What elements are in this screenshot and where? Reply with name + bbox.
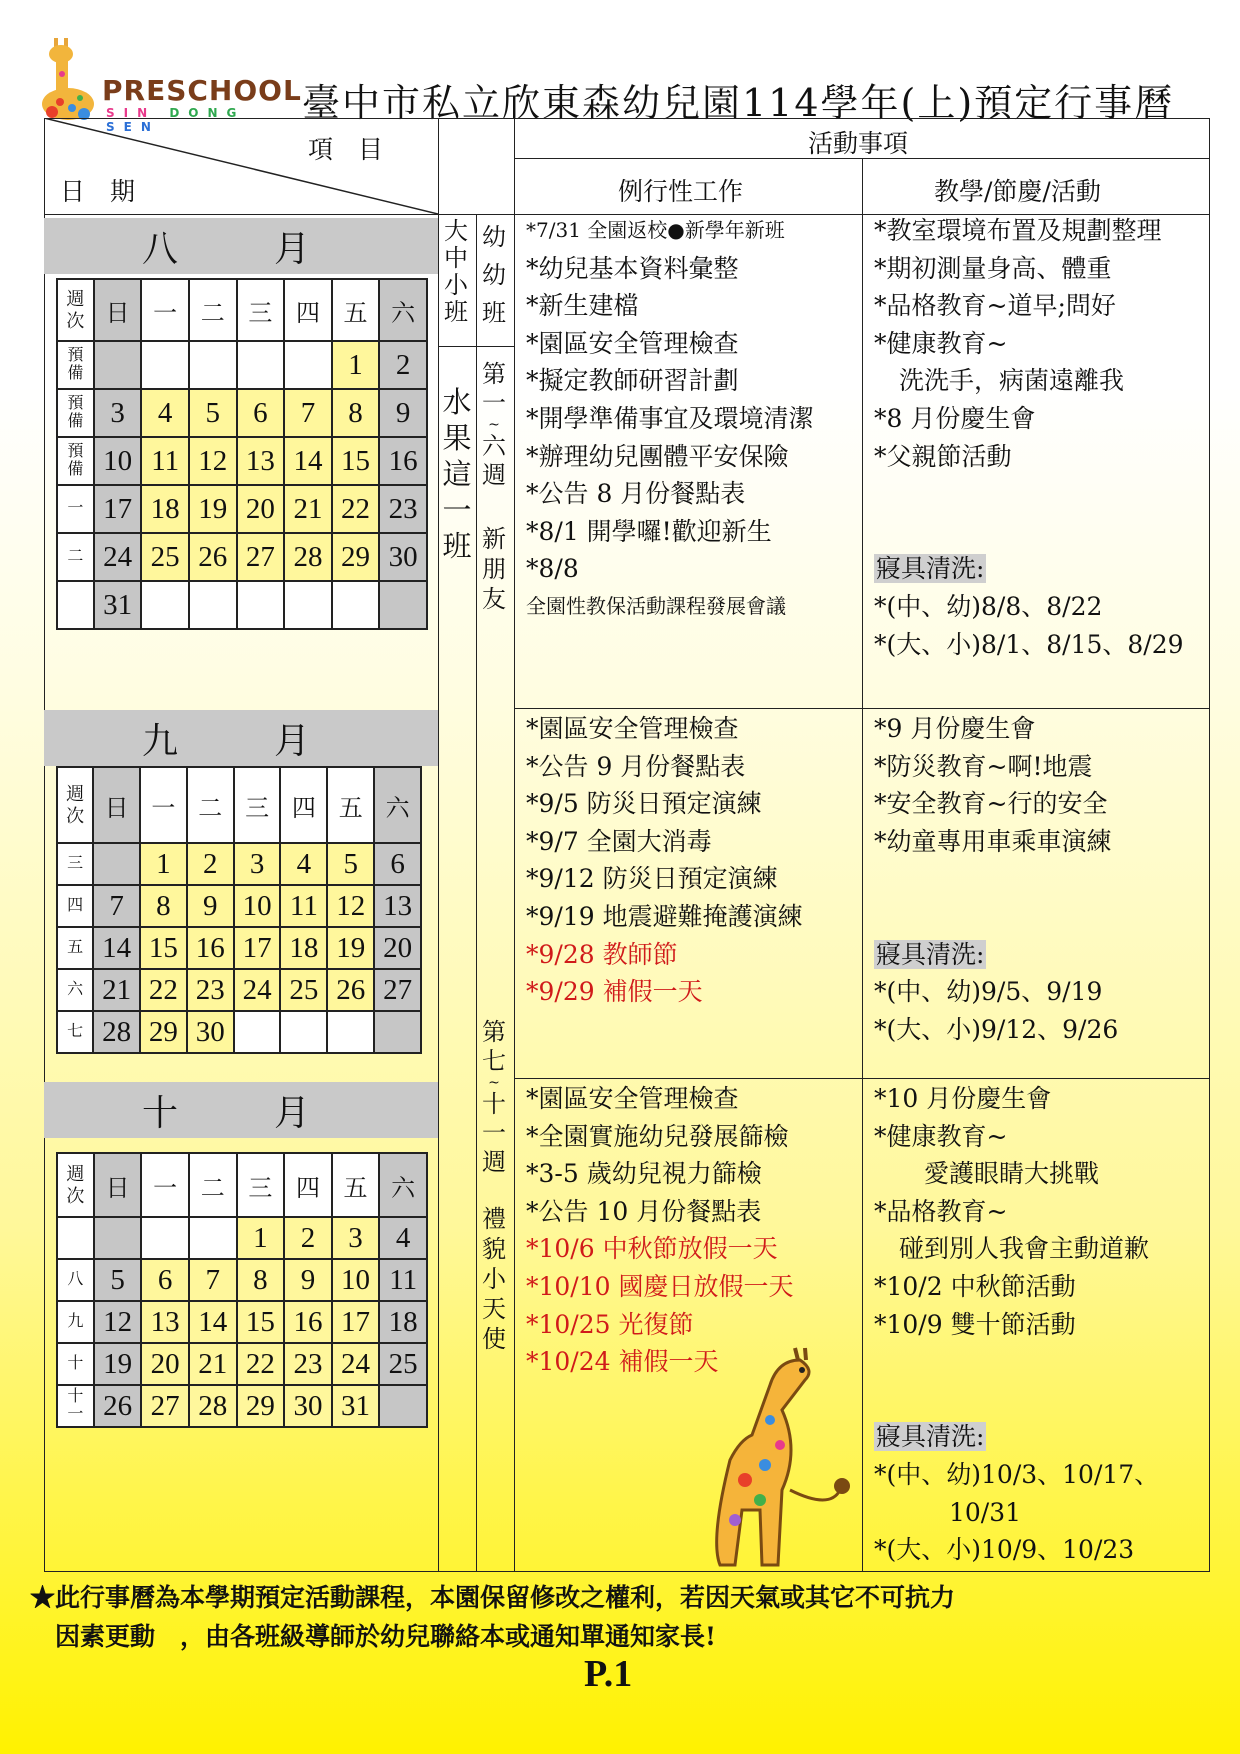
calendar-row <box>57 437 427 485</box>
calendar-day: 27 <box>374 969 421 1011</box>
calendar-august <box>56 278 428 630</box>
activity-item: *9/19 地震避難掩護演練 <box>526 901 803 931</box>
activity-item <box>874 475 1184 513</box>
activity-item: *健康教育~ <box>874 328 1008 358</box>
sep-teaching-list <box>874 710 1118 1048</box>
activity-item: *(中、幼)10/3、10/17、 <box>874 1459 1160 1489</box>
activity-item <box>874 898 1118 936</box>
header-routine: 例行性工作 <box>618 177 744 206</box>
calendar-day: 28 <box>284 533 332 581</box>
giraffe-logo-icon <box>40 34 100 124</box>
month-title-oct: 十 月 <box>44 1082 438 1138</box>
calendar-day: 15 <box>237 1301 285 1343</box>
activity-item: 寢具清洗: <box>876 1422 985 1452</box>
calendar-day: 10 <box>234 885 281 927</box>
calendar-day <box>141 1217 189 1259</box>
activity-item: *全園實施幼兒發展篩檢 <box>526 1121 789 1151</box>
calendar-day: 28 <box>93 1011 140 1053</box>
activity-item: *9/7 全園大消毒 <box>526 826 712 856</box>
calendar-day: 3 <box>94 389 142 437</box>
activity-item: *公告 10 月份餐點表 <box>526 1196 762 1226</box>
calendar-day: 18 <box>280 927 327 969</box>
weekday-header: 三 <box>234 767 281 843</box>
calendar-day: 21 <box>284 485 332 533</box>
activity-item: *(大、小)9/12、9/26 <box>874 1014 1119 1044</box>
calendar-row <box>57 1301 427 1343</box>
calendar-day: 12 <box>327 885 374 927</box>
weekday-header: 一 <box>141 1153 189 1217</box>
oct-routine-list <box>526 1080 794 1381</box>
calendar-day: 21 <box>93 969 140 1011</box>
class-young-label: 幼幼班 <box>482 223 506 327</box>
calendar-day: 25 <box>379 1343 427 1385</box>
calendar-day: 8 <box>140 885 187 927</box>
topic-2: 禮貌小天使 <box>482 1205 506 1353</box>
calendar-day: 14 <box>284 437 332 485</box>
calendar-day: 22 <box>140 969 187 1011</box>
calendar-day: 5 <box>327 843 374 885</box>
giraffe-illustration <box>690 1340 860 1570</box>
activity-item: 寢具清洗: <box>876 554 985 584</box>
weekday-header: 四 <box>284 279 332 341</box>
page-title: 臺中市私立欣東森幼兒園114學年(上)預定行事曆 <box>302 81 1175 125</box>
calendar-day: 16 <box>284 1301 332 1343</box>
calendar-day <box>237 341 285 389</box>
week-number <box>57 1217 94 1259</box>
calendar-day: 6 <box>237 389 285 437</box>
weekday-header: 五 <box>327 767 374 843</box>
activity-item: *新生建檔 <box>526 291 639 321</box>
activity-item: *幼童專用車乘車演練 <box>874 826 1112 856</box>
activity-item: *辦理幼兒團體平安保險 <box>526 441 789 471</box>
calendar-day: 21 <box>189 1343 237 1385</box>
calendar-day: 12 <box>94 1301 142 1343</box>
calendar-day: 28 <box>189 1385 237 1427</box>
footer-note: ★此行事曆為本學期預定活動課程，本園保留修改之權利，若因天氣或其它不可抗力 因素更動 ，由各班級導師於幼兒聯絡本或通知單通知家長! <box>30 1583 956 1651</box>
calendar-day: 23 <box>379 485 427 533</box>
calendar-october <box>56 1152 428 1428</box>
calendar-day: 1 <box>140 843 187 885</box>
activity-item: 寢具清洗: <box>876 939 985 969</box>
aug-teaching-list <box>874 212 1184 663</box>
activity-item: *園區安全管理檢查 <box>526 714 739 743</box>
activity-item: *擬定教師研習計劃 <box>526 366 739 396</box>
calendar-day <box>327 1011 374 1053</box>
activity-item: *安全教育~行的安全 <box>874 789 1108 819</box>
calendar-day: 20 <box>374 927 421 969</box>
aug-routine-list <box>526 212 814 626</box>
header-date: 日 期 <box>60 177 136 206</box>
calendar-day: 26 <box>94 1385 142 1427</box>
week-number: 四 <box>57 885 93 927</box>
calendar-day <box>332 581 380 629</box>
calendar-day <box>189 581 237 629</box>
week-number: 一 <box>57 485 94 533</box>
weekday-header: 二 <box>187 767 234 843</box>
activity-item: *9/5 防災日預定演練 <box>526 789 762 819</box>
weekday-header: 二 <box>189 279 237 341</box>
calendar-day <box>379 581 427 629</box>
activity-item: *期初測量身高、體重 <box>874 253 1112 283</box>
weekday-header: 二 <box>189 1153 237 1217</box>
calendar-day: 5 <box>189 389 237 437</box>
calendar-day: 10 <box>332 1259 380 1301</box>
activity-item: *9/28 教師節 <box>526 939 678 969</box>
weekday-header: 六 <box>379 279 427 341</box>
calendar-day: 15 <box>332 437 380 485</box>
calendar-day: 19 <box>327 927 374 969</box>
calendar-day: 10 <box>94 437 142 485</box>
activity-item: *園區安全管理檢查 <box>526 1084 739 1113</box>
week-number: 八 <box>57 1259 94 1301</box>
week-number: 九 <box>57 1301 94 1343</box>
activity-item: *(大、小)10/9、10/23 <box>874 1535 1135 1565</box>
activity-item: 10/31 <box>874 1497 1022 1527</box>
weekday-header: 五 <box>332 1153 380 1217</box>
activity-item: 洗洗手，病菌遠離我 <box>874 366 1125 396</box>
activity-item: *園區安全管理檢查 <box>526 328 739 358</box>
calendar-day <box>141 341 189 389</box>
calendar-day: 9 <box>187 885 234 927</box>
calendar-day: 18 <box>379 1301 427 1343</box>
calendar-day: 13 <box>141 1301 189 1343</box>
activity-item: *教室環境布置及規劃整理 <box>874 216 1162 245</box>
activity-item: *10 月份慶生會 <box>874 1084 1052 1113</box>
calendar-day <box>379 1385 427 1427</box>
weekday-header: 六 <box>374 767 421 843</box>
activity-item <box>874 1381 1159 1419</box>
activity-item: *(大、小)8/1、8/15、8/29 <box>874 629 1184 659</box>
activity-item: 愛護眼睛大挑戰 <box>874 1159 1100 1189</box>
activity-item: *(中、幼)9/5、9/19 <box>874 977 1103 1007</box>
weekday-header: 六 <box>379 1153 427 1217</box>
logo-subtitle: SIN DONG SEN <box>106 106 246 134</box>
month-title-sep: 九 月 <box>44 710 438 766</box>
calendar-day: 29 <box>140 1011 187 1053</box>
activity-item: *3-5 歲幼兒視力篩檢 <box>526 1159 762 1189</box>
activity-item: *10/25 光復節 <box>526 1309 694 1339</box>
calendar-day: 6 <box>374 843 421 885</box>
calendar-day: 26 <box>327 969 374 1011</box>
calendar-day: 25 <box>141 533 189 581</box>
weekday-header: 三 <box>237 279 285 341</box>
calendar-day: 15 <box>140 927 187 969</box>
activity-item: 碰到別人我會主動道歉 <box>874 1234 1150 1264</box>
weekday-header: 四 <box>280 767 327 843</box>
calendar-day <box>284 341 332 389</box>
activity-item: *幼兒基本資料彙整 <box>526 253 739 283</box>
activity-item: *10/10 國慶日放假一天 <box>526 1271 794 1301</box>
calendar-day: 20 <box>141 1343 189 1385</box>
calendar-day: 4 <box>280 843 327 885</box>
calendar-day: 30 <box>284 1385 332 1427</box>
calendar-day: 9 <box>284 1259 332 1301</box>
calendar-day: 3 <box>332 1217 380 1259</box>
calendar-day: 2 <box>379 341 427 389</box>
logo-wordmark: PRESCHOOL <box>102 74 302 107</box>
calendar-day: 17 <box>332 1301 380 1343</box>
calendar-day: 24 <box>332 1343 380 1385</box>
calendar-day: 29 <box>332 533 380 581</box>
activity-item: *10/9 雙十節活動 <box>874 1309 1076 1339</box>
topic-1: 新朋友 <box>482 525 506 613</box>
activity-item: *8/8 <box>526 554 579 584</box>
calendar-day: 30 <box>187 1011 234 1053</box>
weekday-header: 日 <box>94 1153 142 1217</box>
activity-item: 全園性教保活動課程發展會議 <box>526 593 786 618</box>
calendar-day: 23 <box>284 1343 332 1385</box>
calendar-day: 4 <box>141 389 189 437</box>
calendar-day: 1 <box>332 341 380 389</box>
school-logo <box>40 34 302 134</box>
calendar-row <box>57 843 421 885</box>
week-range-1: 第 一 ~ 六 週 <box>482 360 506 489</box>
calendar-day <box>237 581 285 629</box>
calendar-day: 24 <box>234 969 281 1011</box>
calendar-day <box>189 341 237 389</box>
calendar-day <box>374 1011 421 1053</box>
week-number: 十 <box>57 1343 94 1385</box>
activity-item: *10/2 中秋節活動 <box>874 1271 1076 1301</box>
calendar-day: 5 <box>94 1259 142 1301</box>
calendar-day: 2 <box>187 843 234 885</box>
calendar-september <box>56 766 422 1054</box>
week-range-2: 第 七 ~ 十 一 週 <box>482 1018 506 1176</box>
calendar-day: 11 <box>379 1259 427 1301</box>
calendar-day: 17 <box>94 485 142 533</box>
weekday-header: 日 <box>93 767 140 843</box>
calendar-day: 31 <box>94 581 142 629</box>
calendar-row <box>57 1011 421 1053</box>
activity-item: *8 月份慶生會 <box>874 403 1036 433</box>
calendar-day <box>94 1217 142 1259</box>
calendar-day: 23 <box>187 969 234 1011</box>
calendar-day: 29 <box>237 1385 285 1427</box>
calendar-row <box>57 581 427 629</box>
weekday-header: 三 <box>237 1153 285 1217</box>
calendar-row <box>57 1385 427 1427</box>
weekday-header: 一 <box>140 767 187 843</box>
sep-routine-list <box>526 710 803 1011</box>
week-number: 預 備 <box>57 389 94 437</box>
calendar-row <box>57 1343 427 1385</box>
calendar-day: 24 <box>94 533 142 581</box>
calendar-day: 26 <box>189 533 237 581</box>
week-number: 十 一 <box>57 1385 94 1427</box>
calendar-day <box>189 1217 237 1259</box>
calendar-day: 20 <box>237 485 285 533</box>
calendar-day: 7 <box>284 389 332 437</box>
calendar-day: 27 <box>237 533 285 581</box>
activity-item: *健康教育~ <box>874 1121 1008 1151</box>
calendar-row <box>57 533 427 581</box>
calendar-day: 13 <box>237 437 285 485</box>
header-teaching: 教學/節慶/活動 <box>934 177 1101 206</box>
calendar-day: 11 <box>280 885 327 927</box>
calendar-day: 3 <box>234 843 281 885</box>
calendar-day <box>94 341 142 389</box>
calendar-day: 16 <box>379 437 427 485</box>
week-number <box>57 581 94 629</box>
week-number: 二 <box>57 533 94 581</box>
calendar-day: 8 <box>237 1259 285 1301</box>
calendar-day: 22 <box>332 485 380 533</box>
calendar-day: 25 <box>280 969 327 1011</box>
calendar-day: 4 <box>379 1217 427 1259</box>
activity-item <box>874 860 1118 898</box>
activity-item: *8/1 開學囉!歡迎新生 <box>526 516 772 546</box>
activity-item: *9/12 防災日預定演練 <box>526 864 778 894</box>
week-header: 週 次 <box>57 767 93 843</box>
weekday-header: 日 <box>94 279 142 341</box>
calendar-row <box>57 885 421 927</box>
calendar-day: 22 <box>237 1343 285 1385</box>
activity-item <box>874 513 1184 551</box>
theme-label: 水果這一班 <box>442 385 472 563</box>
calendar-day: 7 <box>93 885 140 927</box>
oct-teaching-list <box>874 1080 1159 1569</box>
week-number: 六 <box>57 969 93 1011</box>
activity-item: *7/31 全園返校●新學年新班 <box>526 218 785 242</box>
calendar-day: 1 <box>237 1217 285 1259</box>
page-number: P.1 <box>584 1653 633 1695</box>
calendar-day: 14 <box>189 1301 237 1343</box>
activity-item: *開學準備事宜及環境清潔 <box>526 403 814 433</box>
calendar-day: 30 <box>379 533 427 581</box>
activity-item: *品格教育~道早;問好 <box>874 291 1116 321</box>
week-number: 三 <box>57 843 93 885</box>
calendar-row <box>57 341 427 389</box>
calendar-day <box>93 843 140 885</box>
weekday-header: 五 <box>332 279 380 341</box>
calendar-row <box>57 927 421 969</box>
week-header: 週 次 <box>57 279 94 341</box>
activity-item: *公告 8 月份餐點表 <box>526 479 746 509</box>
calendar-day: 9 <box>379 389 427 437</box>
activity-item: *公告 9 月份餐點表 <box>526 751 746 781</box>
calendar-row <box>57 1259 427 1301</box>
calendar-day <box>141 581 189 629</box>
class-big-label: 大中小班 <box>444 217 468 326</box>
activity-item: *10/6 中秋節放假一天 <box>526 1234 778 1264</box>
activity-item: *9/29 補假一天 <box>526 977 703 1007</box>
week-number: 五 <box>57 927 93 969</box>
activity-item: *(中、幼)8/8、8/22 <box>874 591 1103 621</box>
weekday-header: 四 <box>284 1153 332 1217</box>
calendar-day: 14 <box>93 927 140 969</box>
calendar-day: 18 <box>141 485 189 533</box>
calendar-day: 27 <box>141 1385 189 1427</box>
activity-item: *父親節活動 <box>874 441 1012 471</box>
week-number: 預 備 <box>57 437 94 485</box>
weekday-header: 一 <box>141 279 189 341</box>
header-item: 項 目 <box>308 135 384 164</box>
calendar-day: 13 <box>374 885 421 927</box>
week-number: 預 備 <box>57 341 94 389</box>
calendar-day <box>280 1011 327 1053</box>
calendar-row <box>57 389 427 437</box>
calendar-row <box>57 1217 427 1259</box>
activity-item: *防災教育~啊!地震 <box>874 751 1093 781</box>
calendar-day: 31 <box>332 1385 380 1427</box>
calendar-day <box>234 1011 281 1053</box>
calendar-day <box>284 581 332 629</box>
calendar-day: 8 <box>332 389 380 437</box>
calendar-day: 11 <box>141 437 189 485</box>
activity-item: *10/24 補假一天 <box>526 1347 719 1377</box>
activity-item: *品格教育~ <box>874 1196 1008 1226</box>
calendar-day: 19 <box>189 485 237 533</box>
month-title-aug: 八 月 <box>44 218 438 274</box>
calendar-row <box>57 485 427 533</box>
week-number: 七 <box>57 1011 93 1053</box>
header-activities: 活動事項 <box>808 129 909 158</box>
calendar-row <box>57 969 421 1011</box>
week-header: 週 次 <box>57 1153 94 1217</box>
activity-item <box>874 1343 1159 1381</box>
calendar-day: 7 <box>189 1259 237 1301</box>
calendar-day: 12 <box>189 437 237 485</box>
activity-item: *9 月份慶生會 <box>874 714 1036 743</box>
calendar-day: 19 <box>94 1343 142 1385</box>
calendar-day: 6 <box>141 1259 189 1301</box>
calendar-day: 2 <box>284 1217 332 1259</box>
calendar-day: 16 <box>187 927 234 969</box>
calendar-day: 17 <box>234 927 281 969</box>
